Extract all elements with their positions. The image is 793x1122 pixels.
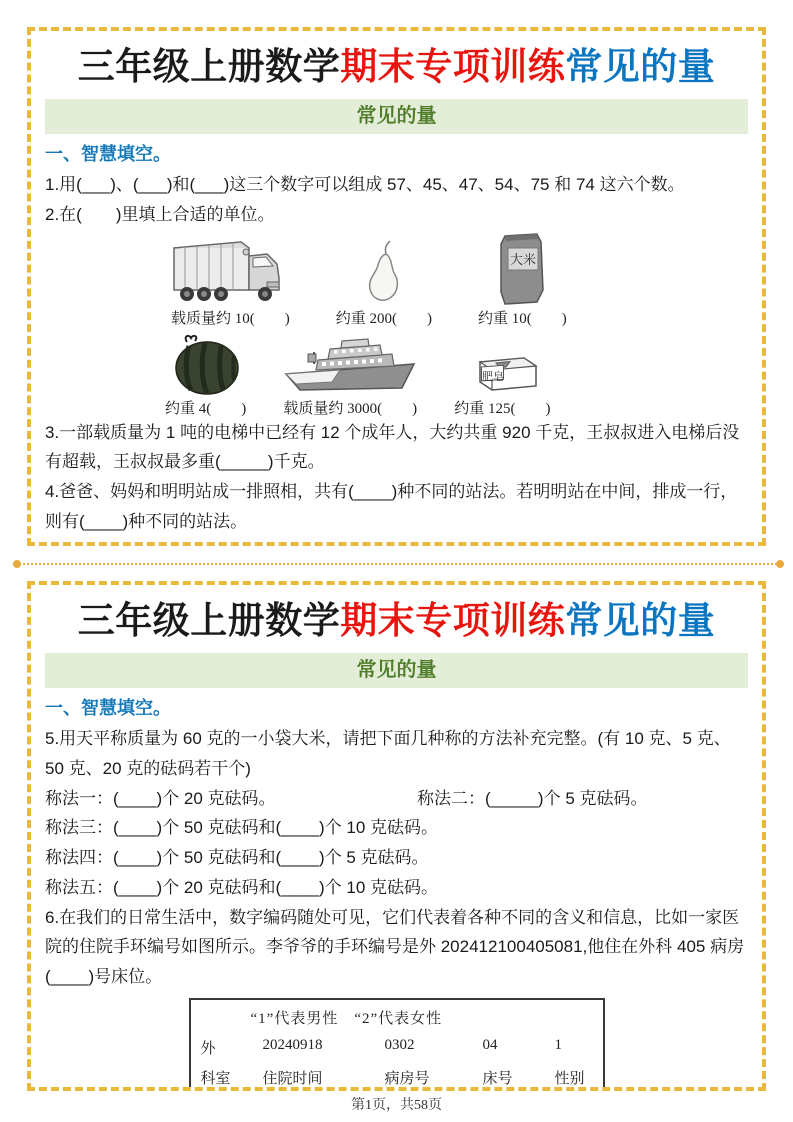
- section-heading: 一、智慧填空。: [45, 698, 171, 719]
- wristband-label-bed: 床号: [482, 1070, 513, 1087]
- figure-caption: 载质量约 10( ): [171, 310, 290, 327]
- worksheet-card-1: [27, 27, 766, 546]
- method-3: 称法三：(____)个 50 克砝码和(____)个 10 克砝码。: [45, 818, 438, 838]
- wristband-value-room: 0302: [384, 1036, 415, 1053]
- wristband-label-room: 病房号: [384, 1070, 430, 1087]
- figure-caption: 约重 125( ): [454, 400, 551, 417]
- wristband-value-date: 20240918: [262, 1036, 323, 1053]
- page-title: [43, 597, 750, 645]
- rice-bag-figure: [478, 230, 567, 328]
- cut-line: [16, 563, 781, 565]
- figure-caption: 载质量约 3000( ): [283, 400, 418, 417]
- pear-icon: [364, 240, 404, 306]
- rice-bag-icon: [493, 230, 551, 306]
- section-heading: 一、智慧填空。: [45, 144, 171, 165]
- title-red: 期末专项训练: [340, 600, 566, 641]
- rice-bag-label: 大米: [510, 251, 537, 267]
- figure-row-2: [165, 332, 750, 418]
- wristband-label-date: 住院时间: [262, 1070, 323, 1087]
- question-5: 5.用天平称质量为 60 克的一小袋大米，请把下面几种称的方法补充完整。(有 10 克、5 克、50 克、20 克的砝码若干个): [45, 729, 731, 778]
- ship-figure: [280, 334, 420, 418]
- question-6: 6.在我们的日常生活中，数字编码随处可见，它们代表着各种不同的含义和信息，比如一家医院的住院手环编号如图所示。李爷爷的手环编号是外 202412100405081,他住在外科 405 病房(____)号床位。: [45, 907, 745, 987]
- figure-caption: 约重 4( ): [165, 400, 247, 417]
- page-number: 第1页，共58页: [351, 1098, 442, 1113]
- figure-row-1: [171, 230, 750, 328]
- title-blue: 常见的量: [565, 46, 716, 87]
- method-4: 称法四：(____)个 50 克砝码和(____)个 5 克砝码。: [45, 848, 429, 868]
- wristband-label-gender: 性别: [554, 1070, 585, 1087]
- cut-line-dot-left: [13, 560, 21, 568]
- pear-figure: [336, 240, 432, 328]
- soap-box-label: 肥皂: [482, 370, 505, 383]
- truck-icon: [171, 234, 289, 306]
- worksheet-card-2: [27, 581, 766, 1091]
- wristband-table: [189, 998, 605, 1091]
- title-black: 三年级上册数学: [77, 46, 341, 87]
- title-red: 期末专项训练: [340, 46, 566, 87]
- wristband-value-gender: 1: [554, 1036, 562, 1053]
- page-title: [43, 43, 750, 91]
- method-1: 称法一：(____)个 20 克砝码。: [45, 788, 276, 808]
- question-2: 2.在( )里填上合适的单位。: [45, 204, 275, 224]
- topic-banner: 常见的量: [45, 653, 748, 688]
- topic-banner: 常见的量: [45, 99, 748, 134]
- wristband-label-dept: 科室: [200, 1070, 231, 1087]
- wristband-value-bed: 04: [482, 1036, 498, 1053]
- watermelon-icon: [171, 332, 241, 396]
- title-blue: 常见的量: [565, 600, 716, 641]
- truck-figure: [171, 234, 290, 328]
- figure-caption: 约重 10( ): [478, 310, 567, 327]
- wristband-values-row: [201, 1037, 593, 1058]
- method-line-1: [45, 784, 748, 814]
- wristband-labels-row: [201, 1067, 593, 1088]
- ship-icon: [280, 334, 420, 396]
- figure-caption: 约重 200( ): [335, 310, 432, 327]
- soap-box-icon: [466, 348, 538, 396]
- watermelon-figure: [165, 332, 246, 418]
- soap-box-figure: [454, 348, 550, 418]
- question-1: 1.用(___)、(___)和(___)这三个数字可以组成 57、45、47、54、75 和 74 这六个数。: [45, 175, 685, 195]
- question-3: 3.一部载质量为 1 吨的电梯中已经有 12 个成年人，大约共重 920 千克，王叔叔进入电梯后没有超载，王叔叔最多重(_____)千克。: [45, 422, 740, 472]
- wristband-value-dept: 外: [200, 1040, 216, 1057]
- cut-line-dot-right: [776, 560, 784, 568]
- question-4: 4.爸爸、妈妈和明明站成一排照相，共有(____)种不同的站法。若明明站在中间，排成一行，则有(____)种不同的站法。: [45, 482, 738, 531]
- wristband-note: “1”代表男性 “2”代表女性: [250, 1010, 443, 1027]
- method-2: 称法二：(_____)个 5 克砝码。: [417, 788, 648, 808]
- method-5: 称法五：(____)个 20 克砝码和(____)个 10 克砝码。: [45, 877, 438, 897]
- title-black: 三年级上册数学: [77, 600, 341, 641]
